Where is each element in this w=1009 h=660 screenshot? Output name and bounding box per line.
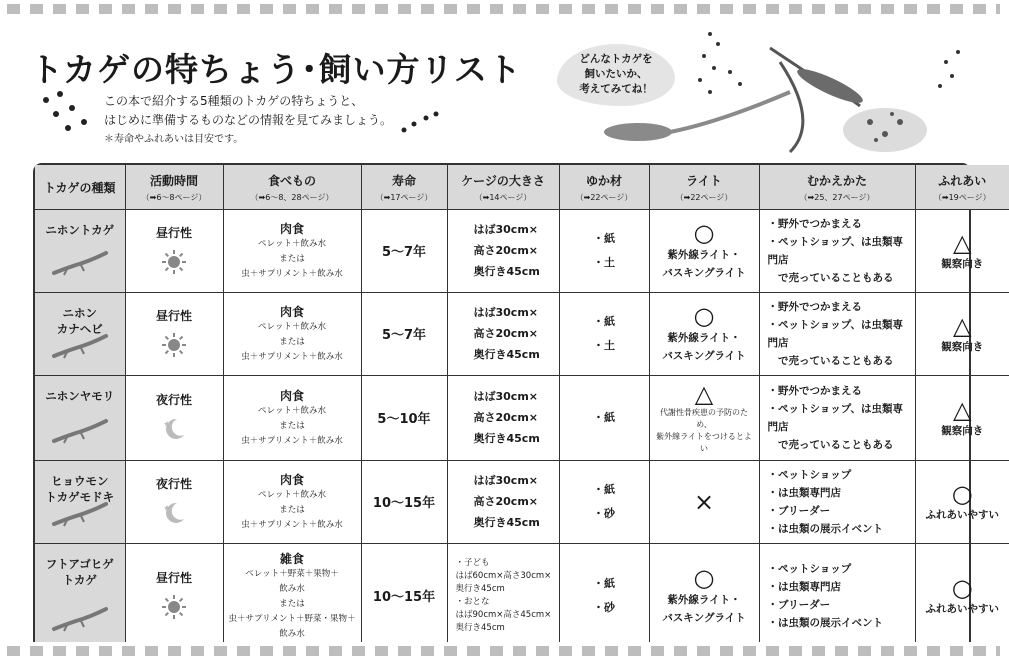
lifespan-cell: 5〜7年 [361, 292, 447, 375]
lizards-illustration-icon [580, 22, 980, 162]
lizard-photo-icon [50, 332, 110, 365]
how-to-get-cell: ・野外でつかまえる ・ペットショップ、は虫類専門店 で売っていることもある [759, 375, 915, 460]
header-species: トカゲの種類 [35, 165, 125, 210]
lifespan-cell: 10〜15年 [361, 543, 447, 648]
lizard-comparison-table [33, 163, 999, 650]
species-cell: フトアゴヒゲ トカゲ [35, 543, 125, 648]
table-header-row [35, 165, 1009, 210]
film-strip-bottom-border [0, 642, 1000, 660]
light-rating-symbol: × [693, 487, 715, 516]
header-activity: 活動時間 （➡6〜8ページ） [125, 165, 223, 210]
light-cell [649, 460, 759, 543]
interaction-cell: ○ ふれあいやすい [915, 543, 1009, 648]
floor-material-cell: ・紙 ・砂 [559, 460, 649, 543]
sun-icon [129, 249, 220, 278]
moon-icon [129, 500, 220, 529]
interaction-rating-symbol: △ [953, 396, 972, 425]
species-cell: ニホントカゲ [35, 210, 125, 293]
intro-line-1: この本で紹介する5種類のトカゲの特ちょうと、 [104, 94, 364, 108]
table-row [35, 210, 1009, 293]
header-food: 食べもの （➡6〜8、28ページ） [223, 165, 361, 210]
light-cell: ○ 紫外線ライト・ バスキングライト [649, 292, 759, 375]
cage-size-cell: はば30cm× 高さ20cm× 奥行き45cm [447, 375, 559, 460]
activity-cell: 昼行性 [125, 210, 223, 293]
lifespan-cell: 5〜10年 [361, 375, 447, 460]
lizard-photo-icon [50, 417, 110, 450]
interaction-cell: ○ ふれあいやすい [915, 460, 1009, 543]
floor-material-cell: ・紙 ・土 [559, 292, 649, 375]
activity-cell: 昼行性 [125, 292, 223, 375]
lifespan-cell: 5〜7年 [361, 210, 447, 293]
interaction-rating-symbol: △ [953, 229, 972, 258]
moon-icon [129, 416, 220, 445]
species-cell: ヒョウモン トカゲモドキ [35, 460, 125, 543]
cage-size-cell: はば30cm× 高さ20cm× 奥行き45cm [447, 292, 559, 375]
header-light: ライト （➡22ページ） [649, 165, 759, 210]
interaction-cell: △ 観察向き [915, 292, 1009, 375]
how-to-get-cell: ・ペットショップ ・は虫類専門店 ・ブリーダー ・は虫類の展示イベント [759, 460, 915, 543]
food-cell: 肉食 ペレット＋飲み水 または 虫＋サプリメント＋飲み水 [223, 292, 361, 375]
bubble-line-1: どんなトカゲを [579, 53, 653, 65]
lifespan-cell: 10〜15年 [361, 460, 447, 543]
light-rating-symbol: △ [694, 379, 714, 408]
interaction-cell: △ 観察向き [915, 210, 1009, 293]
footprints-icon [398, 108, 444, 142]
intro-note: ＊寿命やふれあいは目安です。 [104, 134, 244, 145]
interaction-cell: △ 観察向き [915, 375, 1009, 460]
intro-line-2: はじめに準備するものなどの情報を見てみましょう。 [104, 113, 393, 127]
floor-material-cell: ・紙 [559, 375, 649, 460]
lizard-photo-icon [50, 249, 110, 282]
lizard-photo-icon [50, 605, 110, 638]
light-cell: △ 代謝性骨疾患の予防のため、 紫外線ライトをつけるとよい [649, 375, 759, 460]
header-how-to-get: むかえかた （➡25、27ページ） [759, 165, 915, 210]
cage-size-cell: はば30cm× 高さ20cm× 奥行き45cm [447, 460, 559, 543]
intro-text [104, 92, 392, 130]
light-rating-symbol: ○ [693, 563, 715, 592]
header-floor-material: ゆか材 （➡22ページ） [559, 165, 649, 210]
page-title: トカゲの特ちょう･飼い方リスト [30, 50, 522, 89]
sun-icon [129, 594, 220, 623]
how-to-get-cell: ・ペットショップ ・は虫類専門店 ・ブリーダー ・は虫類の展示イベント [759, 543, 915, 648]
how-to-get-cell: ・野外でつかまえる ・ペットショップ、は虫類専門店 で売っていることもある [759, 210, 915, 293]
interaction-rating-symbol: △ [953, 312, 972, 341]
table-row [35, 543, 1009, 648]
bubble-line-2: 飼いたいか、 [584, 68, 648, 80]
interaction-rating-symbol: ○ [951, 480, 973, 509]
activity-cell: 夜行性 [125, 460, 223, 543]
interaction-rating-symbol: ○ [951, 574, 973, 603]
food-cell: 雑食 ペレット＋野菜＋果物＋ 飲み水 または 虫＋サプリメント＋野菜・果物＋飲み水 [223, 543, 361, 648]
species-cell: ニホン カナヘビ [35, 292, 125, 375]
footprints-icon [38, 90, 98, 140]
header-cage-size: ケージの大きさ （➡14ページ） [447, 165, 559, 210]
light-cell: ○ 紫外線ライト・ バスキングライト [649, 210, 759, 293]
activity-cell: 夜行性 [125, 375, 223, 460]
light-rating-symbol: ○ [693, 218, 715, 247]
table-row [35, 375, 1009, 460]
species-cell: ニホンヤモリ [35, 375, 125, 460]
header-lifespan: 寿命 （➡17ページ） [361, 165, 447, 210]
food-cell: 肉食 ペレット＋飲み水 または 虫＋サプリメント＋飲み水 [223, 375, 361, 460]
header-interaction: ふれあい （➡19ページ） [915, 165, 1009, 210]
sun-icon [129, 332, 220, 361]
bubble-line-3: 考えてみてね！ [579, 83, 653, 95]
film-strip-top-border [0, 0, 1000, 18]
food-cell: 肉食 ペレット＋飲み水 または 虫＋サプリメント＋飲み水 [223, 210, 361, 293]
cage-size-cell: はば30cm× 高さ20cm× 奥行き45cm [447, 210, 559, 293]
cage-size-cell: ・子ども はば60cm×高さ30cm× 奥行き45cm ・おとな はば90cm×高さ45cm× 奥行き45cm [447, 543, 559, 648]
light-cell: ○ 紫外線ライト・ バスキングライト [649, 543, 759, 648]
floor-material-cell: ・紙 ・土 [559, 210, 649, 293]
floor-material-cell: ・紙 ・砂 [559, 543, 649, 648]
table-row [35, 460, 1009, 543]
light-rating-symbol: ○ [693, 301, 715, 330]
lizard-photo-icon [50, 500, 110, 533]
activity-cell: 昼行性 [125, 543, 223, 648]
table-row [35, 292, 1009, 375]
how-to-get-cell: ・野外でつかまえる ・ペットショップ、は虫類専門店 で売っていることもある [759, 292, 915, 375]
food-cell: 肉食 ペレット＋飲み水 または 虫＋サプリメント＋飲み水 [223, 460, 361, 543]
